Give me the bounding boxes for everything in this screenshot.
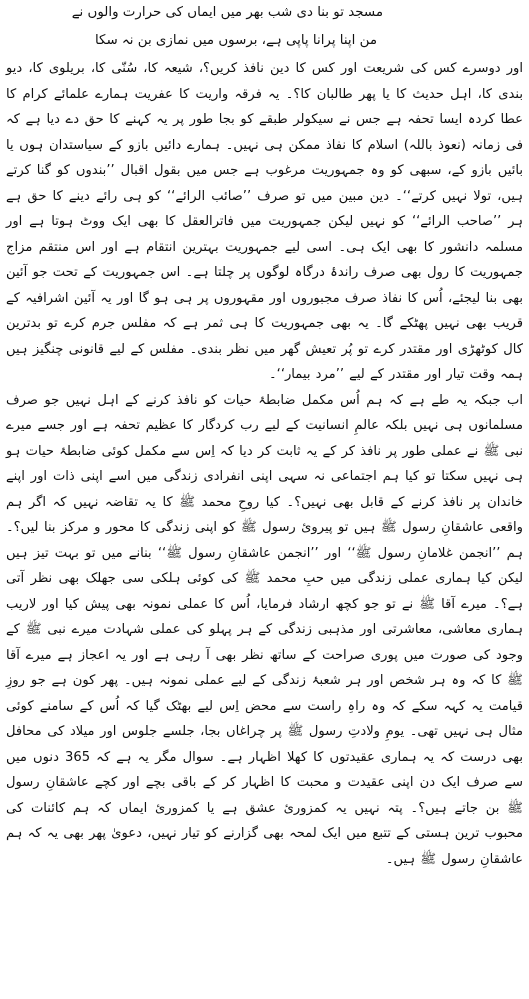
article-body (6, 56, 523, 872)
article-page (6, 2, 523, 996)
paragraph-1: اور دوسرے کس کی شریعت اور کس کا دین نافذ کریں؟، شیعہ کا، سُنّی کا، بریلوی کا، دیو بندی کا، اہل حدیث کا یا پھر طالبان کا؟۔ یہ فرقہ واریت کا عفریت ہمارے علمائے کرام کا عطا کردہ ایسا تحفہ ہے جس نے سیکولر طبقے کو بجا طور پر یہ کہنے کا حق دے دیا ہے کہ فی زمانہ (نعوذ باللہ) اسلام کا نفاذ ممکن ہی نہیں۔ ہمارے دائیں بازو کے سیاستدان ہوں یا بائیں بازو کے، سبھی کو وہ جمہوریت مرغوب ہے جس میں بقول اقبال ’’بندوں کو گنا کرتے ہیں، تولا نہیں کرتے‘‘۔ دین مبین میں تو صرف ’’صائب الرائے‘‘ کو ہی رائے دینے کا حق ہے ہر ’’صاحب الرائے‘‘ کو نہیں لیکن جمہوریت میں فاترالعقل کا بھی ایک ووٹ ہوتا ہے اور مسلمہ دانشور کا بھی ایک ہی۔ اسی لیے جمہوریت بہترین انتقام ہے اور اس منتقم مزاج جمہوریت کا رول بھی صرف راندۂ درگاہ لوگوں پر چلتا ہے۔ اس جمہوریت کے تحت جو آئین بھی بنا لیجئے، اُس کا نفاذ صرف مجبوروں اور مقہوروں پر ہی ہو گا اور یہ آئین اشرافیہ کے قریب بھی نہیں پھٹکے گا۔ یہ بھی جمہوریت کا ہی ثمر ہے کہ مفلس جرم کرے تو بدترین کال کوٹھڑی اور مقتدر کرے تو پُر تعیش گھر میں نظر بندی۔ مفلس کے لیے قانونی چنگیز ہیں ہمہ وقت تیار اور مقتدر کے لیے ’’مرد بیمار‘‘۔ (6, 61, 523, 382)
poem-couplet (6, 2, 523, 52)
paragraph-2: اب جبکہ یہ طے ہے کہ ہم اُس مکمل ضابطۂ حیات کو نافذ کرنے کے اہل نہیں جو صرف مسلمانوں ہی نہیں بلکہ عالمِ انسانیت کے لیے رب کردگار کا عظیم تحفہ ہے اور جسے میرے نبی ﷺ نے عملی طور پر نافذ کر کے یہ ثابت کر دیا کہ اِس سے مکمل کوئی ضابطۂ حیات ہو ہی نہیں سکتا تو کیا ہم اجتماعی نہ سہی اپنی انفرادی زندگی میں اسے اپنی ذات اور اپنے خاندان پر نافذ کرنے کے قابل بھی نہیں؟۔ کیا روحِ محمد ﷺ کا یہ تقاضہ نہیں کہ اگر ہم واقعی عاشقانِ رسول ﷺ ہیں تو پیرویٔ رسول ﷺ کو اپنی زندگی کا محور و مرکز بنا لیں؟۔ ہم ’’انجمن غلامانِ رسول ﷺ‘‘ اور ’’انجمن عاشقانِ رسول ﷺ‘‘ بنانے میں تو بہت تیز ہیں لیکن کیا ہماری عملی زندگی میں حبِ محمد ﷺ کی کوئی ہلکی سی جھلک بھی نظر آتی ہے؟۔ میرے آقا ﷺ نے تو جو کچھ ارشاد فرمایا، اُس کا عملی نمونہ بھی پیش کیا اور لاریب ہماری معاشی، معاشرتی اور مذہبی زندگی کے ہر پہلو کی عملی شہادت میرے نبی ﷺ کے وجود کی صورت میں پوری صراحت کے ساتھ نظر بھی آ رہی ہے اور یہ اعجاز ہے میرے آقا ﷺ کا کہ وہ ہر شخص اور ہر شعبۂ زندگی کے لیے عملی نمونہ ہیں۔ پھر کون ہے جو روزِ قیامت یہ کہہ سکے کہ وہ راہِ راست سے محض اِس لیے بھٹک گیا کہ اُس کے سامنے کوئی مثال ہی نہیں تھی۔ یومِ ولادتِ رسول ﷺ پر چراغاں بجا، جلسے جلوس اور میلاد کی محافل بھی درست کہ یہ ہماری عقیدتوں کا کھلا اظہار ہے۔ سوال مگر یہ ہے کہ 365 دنوں میں سے صرف ایک دن اپنی عقیدت و محبت کا اظہار کر کے باقی بچے اور کچے عاشقانِ رسول ﷺ بن جاتے ہیں؟۔ پتہ نہیں یہ کمزوریٔ عشق ہے یا کمزوریٔ ایماں کہ ہم کائنات کی محبوب ترین ہستی کے تتبع میں ایک لمحہ بھی گزارنے کو تیار نہیں، دعویٰ پھر بھی یہ کہ ہم عاشقانِ رسول ﷺ ہیں۔ (6, 392, 523, 867)
poem-verse-2: من اپنا پرانا پاپی ہے، برسوں میں نمازی بن نہ سکا (94, 33, 377, 48)
poem-verse-1: مسجد تو بنا دی شب بھر میں ایماں کی حرارت والوں نے (71, 5, 383, 20)
